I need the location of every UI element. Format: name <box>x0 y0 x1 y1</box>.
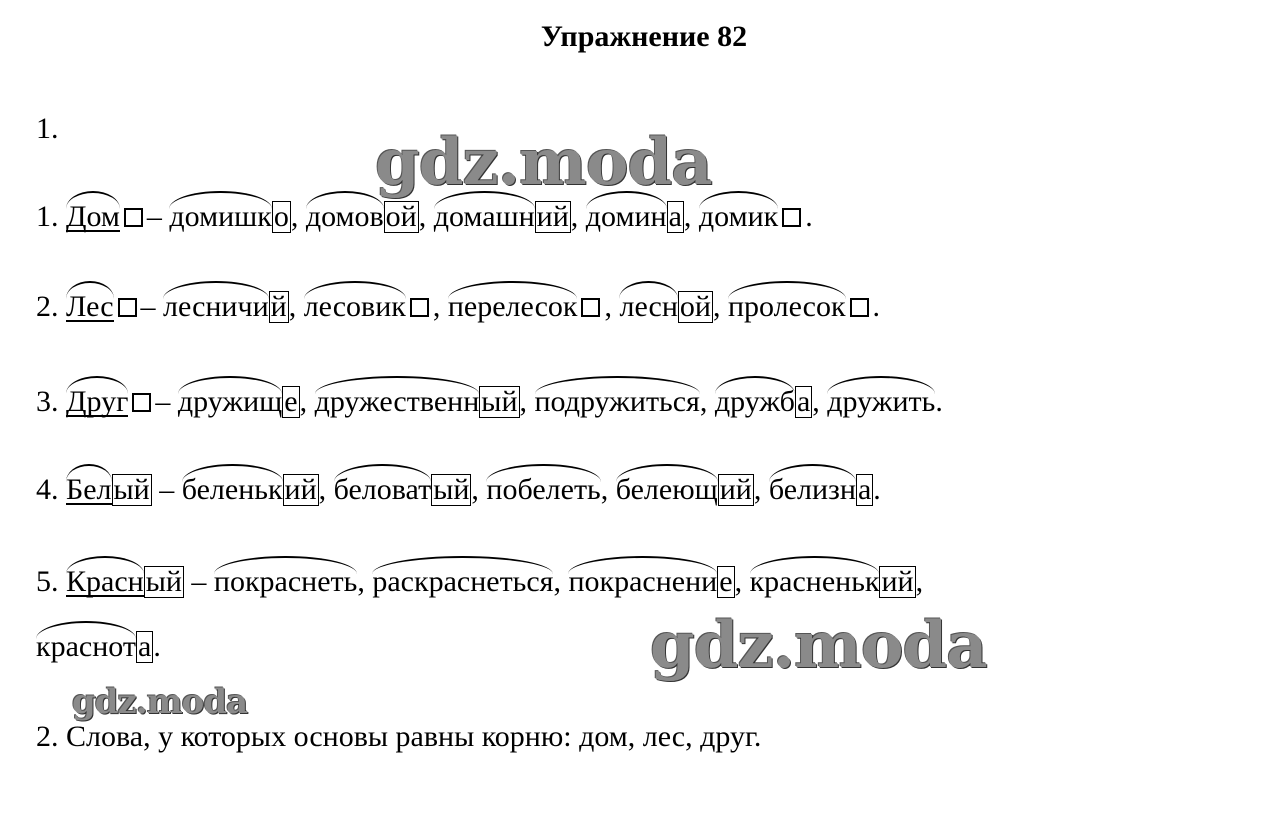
exercise-row-4: 4. Белый – беленький, беловатый, побелеть, белеющий, белизна. <box>36 473 881 507</box>
part1-number: 1. <box>36 112 59 145</box>
exercise-row-1: 1. Дом – домишко, домовой, домашний, домина, домик . <box>36 200 813 234</box>
exercise-row-5: 5. Красный – покраснеть, раскраснеться, покраснение, красненький, <box>36 565 923 599</box>
page-title: Упражнение 82 <box>540 20 748 53</box>
exercise-row-2: 2. Лес – лесничий, лесовик , перелесок , лесной, пролесок . <box>36 290 880 324</box>
watermark-logo-2: gdz.moda <box>650 608 987 683</box>
watermark-logo-1: gdz.moda <box>375 125 712 200</box>
exercise-row-3: 3. Друг – дружище, дружественный, подружиться, дружба, дружить. <box>36 385 943 419</box>
exercise-row-5-continued: краснота. <box>36 630 161 664</box>
watermark-logo-3: gdz.moda <box>72 682 248 722</box>
part2-text: 2. Слова, у которых основы равны корню: дом, лес, друг. <box>36 720 762 753</box>
